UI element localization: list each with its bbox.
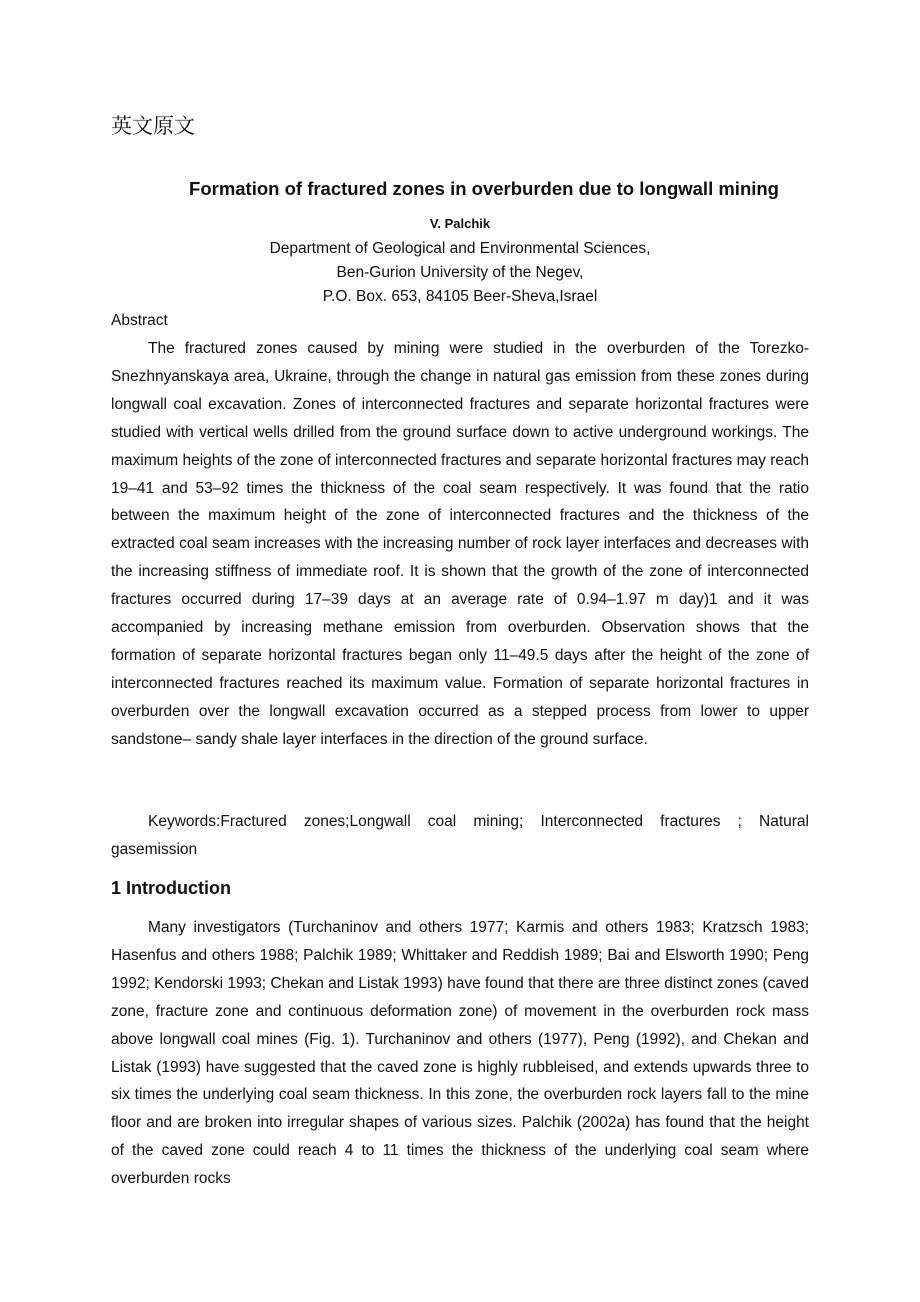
paper-title: Formation of fractured zones in overburden due to longwall mining xyxy=(189,178,779,199)
author-block xyxy=(111,214,809,309)
introduction-text: Many investigators (Turchaninov and others 1977; Karmis and others 1983; Kratzsch 1983; Hasenfus and others 1988; Palchik 1989; Whittaker and Reddish 1989; Bai and Elsworth 1990; Peng 1992; Kendorski 1993; Chekan and Listak 1993) have found that there are three distinct zones (caved zone, fracture zone and continuous deformation zone) of movement in the overburden rock mass above longwall coal mines (Fig. 1). Turchaninov and others (1977), Peng (1992), and Chekan and Listak (1993) have suggested that the caved zone is highly rubbleised, and extends upwards three to six times the underlying coal seam thickness. In this zone, the overburden rock layers fall to the mine floor and are broken into irregular shapes of various sizes. Palchik (2002a) has found that the height of the caved zone could reach 4 to 11 times the thickness of the underlying coal seam where overburden rocks xyxy=(111,919,809,1188)
abstract-label: Abstract xyxy=(111,312,168,329)
affiliation-line: Department of Geological and Environmental Sciences, xyxy=(269,240,651,257)
chinese-heading: 英文原文 xyxy=(111,114,195,138)
author-name: V. Palchik xyxy=(429,216,491,231)
abstract-text: The fractured zones caused by mining were studied in the overburden of the Torezko-Snezhnyanskaya area, Ukraine, through the change in natural gas emission from these zones during longwall coal excavation. Zones of interconnected fractures and separate horizontal fractures were studied with vertical wells drilled from the ground surface down to active underground workings. The maximum heights of the zone of interconnected fractures and separate horizontal fractures may reach 19–41 and 53–92 times the thickness of the coal seam respectively. It was found that the ratio between the maximum height of the zone of interconnected fractures and the thickness of the extracted coal seam increases with the increasing number of rock layer interfaces and decreases with the increasing stiffness of immediate roof. It is shown that the growth of the zone of interconnected fractures occurred during 17–39 days at an average rate of 0.94–1.97 m day)1 and it was accompanied by increasing methane emission from overburden. Observation shows that the formation of separate horizontal fractures began only 11–49.5 days after the height of the zone of interconnected fractures reached its maximum value. Formation of separate horizontal fractures in overburden over the longwall excavation occurred as a stepped process from lower to upper sandstone– sandy shale layer interfaces in the direction of the ground surface. xyxy=(111,340,809,748)
keywords: Keywords:Fractured zones;Longwall coal mining; Interconnected fractures ; Natural gasemission xyxy=(111,813,809,858)
affiliation-line: P.O. Box. 653, 84105 Beer-Sheva,Israel xyxy=(322,288,598,305)
section-heading-introduction: 1 Introduction xyxy=(111,878,231,898)
affiliation-line: Ben-Gurion University of the Negev, xyxy=(336,264,584,281)
